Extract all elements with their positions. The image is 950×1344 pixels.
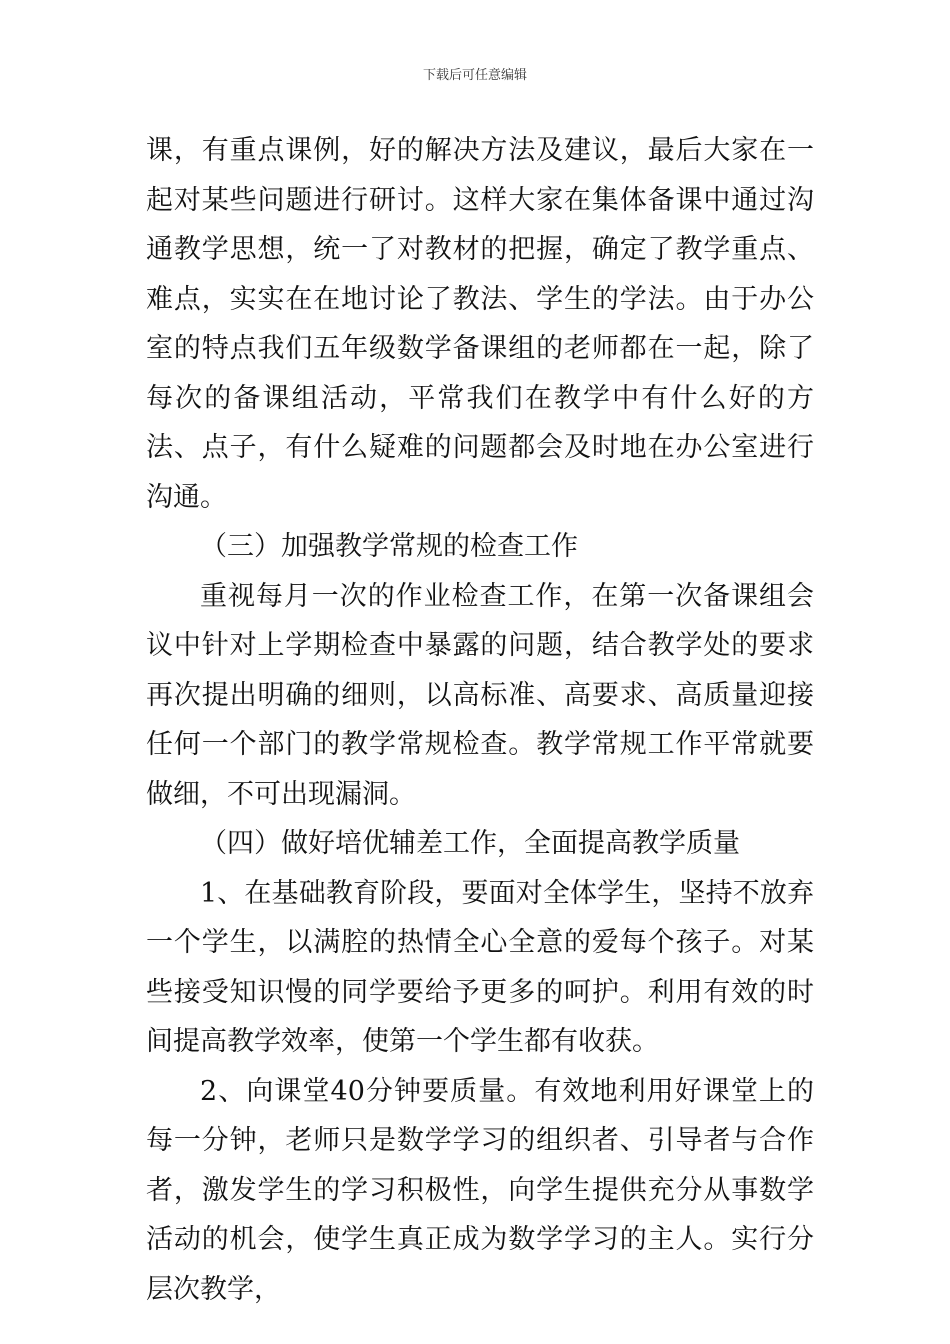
paragraph-3: 1、在基础教育阶段，要面对全体学生，坚持不放弃一个学生，以满腔的热情全心全意的爱每个孩子。对某些接受知识慢的同学要给予更多的呵护。利用有效的时间提高教学效率，使第一个学生都有收获。 — [146, 877, 814, 1057]
section-heading-4: （四）做好培优辅差工作，全面提高教学质量 — [200, 828, 740, 859]
document-body — [146, 126, 814, 1314]
section-heading-3: （三）加强教学常规的检查工作 — [200, 531, 578, 562]
paragraph-4: 2、向课堂40分钟要质量。有效地利用好课堂上的每一分钟，老师只是数学学习的组织者、引导者与合作者，激发学生的学习积极性，向学生提供充分从事数学活动的机会，使学生真正成为数学学习的主人。实行分层次教学， — [146, 1075, 814, 1305]
paragraph-2: 重视每月一次的作业检查工作，在第一次备课组会议中针对上学期检查中暴露的问题，结合教学处的要求再次提出明确的细则，以高标准、高要求、高质量迎接任何一个部门的教学常规检查。教学常规工作平常就要做细，不可出现漏洞。 — [146, 580, 814, 810]
paragraph-1: 课，有重点课例，好的解决方法及建议，最后大家在一起对某些问题进行研讨。这样大家在集体备课中通过沟通教学思想，统一了对教材的把握，确定了教学重点、难点，实实在在地讨论了教法、学生的学法。由于办公室的特点我们五年级数学备课组的老师都在一起，除了每次的备课组活动，平常我们在教学中有什么好的方法、点子，有什么疑难的问题都会及时地在办公室进行沟通。 — [146, 135, 814, 513]
page-header: 下载后可任意编辑 — [422, 68, 527, 83]
